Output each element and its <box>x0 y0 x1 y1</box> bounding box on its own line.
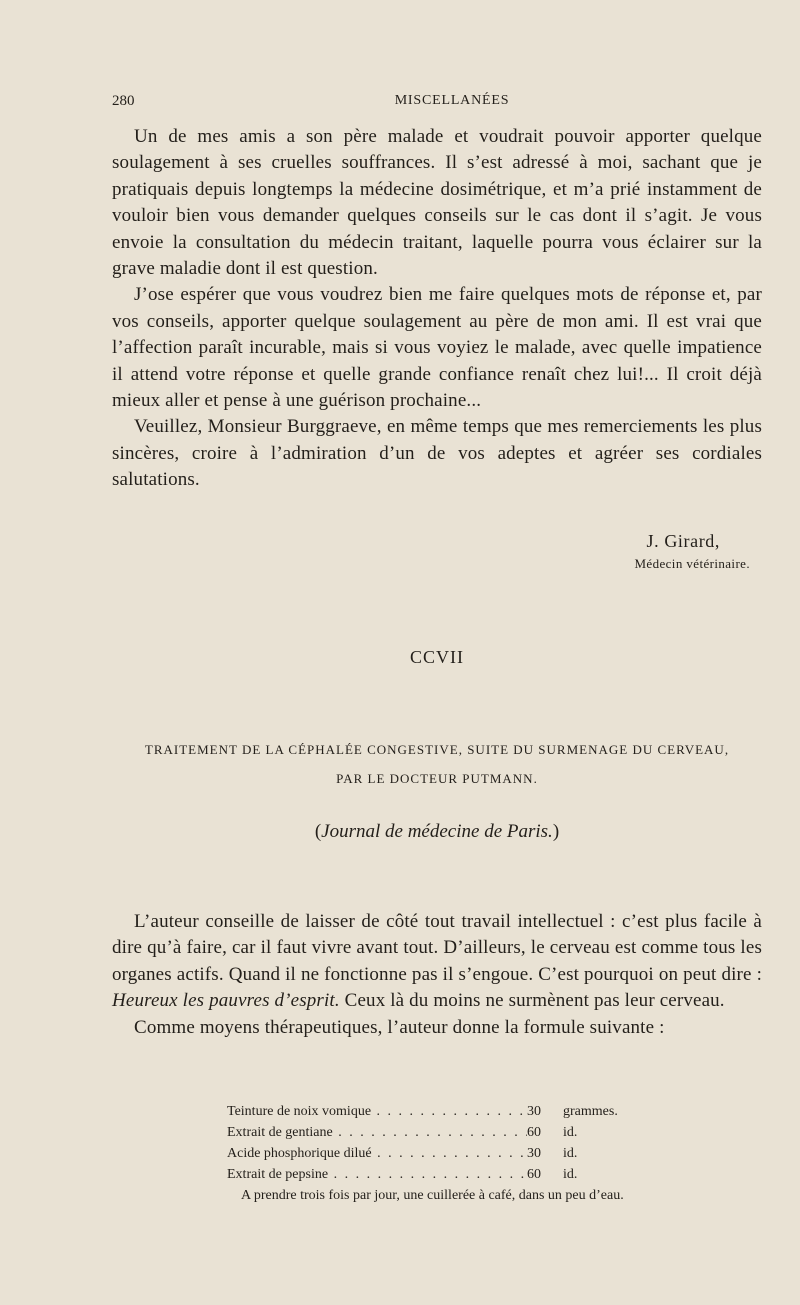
recipe-row <box>227 1122 707 1143</box>
ingredient-name: Extrait de gentiane . . . <box>227 1122 527 1143</box>
source-paren-open: ( <box>314 821 322 842</box>
signature-name: J. Girard, <box>646 531 720 551</box>
letter-paragraph: Un de mes amis a son père malade et voudrait pouvoir apporter quelque soulagement à ses cruelles souffrances. Il s’est adressé à moi, sachant que je pratiquais depuis longtemps la médecine dosimétrique, et m’a prié instamment de vouloir bien vous demander quelques conseils sur le cas dont il s’agit. Je vous envoie la consultation du médecin traitant, laquelle pourra vous éclairer sur la grave maladie dont il est question. <box>112 126 762 280</box>
article-quote: Heureux les pauvres d’esprit. <box>112 990 340 1012</box>
source-paren-close: ) <box>552 821 560 842</box>
article-text: L’auteur conseille de laisser de côté tout travail intellectuel : c’est plus facile à dire qu’à faire, car il faut vivre avant tout. D’ailleurs, le cerveau est comme tous les organes actifs. Quand il ne fonctionne pas il s’engoue. C’est pourquoi on peut dire : <box>112 911 762 985</box>
ingredient-quantity: 60 <box>527 1125 541 1140</box>
article-title-line: PAR LE DOCTEUR PUTMANN. <box>336 771 538 786</box>
article-paragraph: Comme moyens thérapeutiques, l’auteur donne la formule suivante : <box>134 1016 665 1038</box>
ingredient-unit: id. <box>563 1125 578 1140</box>
recipe-instructions: A prendre trois fois par jour, une cuillerée à café, dans un peu d’eau. <box>241 1188 624 1203</box>
chapter-number: CCVII <box>410 647 464 667</box>
article-title-line: TRAITEMENT DE LA CÉPHALÉE CONGESTIVE, SUITE DU SURMENAGE DU CERVEAU, <box>144 742 730 757</box>
article-title <box>112 735 762 793</box>
letter-body <box>112 124 762 494</box>
letter-paragraph: J’ose espérer que vous voudrez bien me faire quelques mots de réponse et, par vos conseils, apporter quelque soulagement au père de mon ami. Il est vrai que l’affection paraît incurable, mais si vous voyiez le malade, avec quelle impatience il attend votre réponse et quelle grande confiance renaît chez lui!... Il croit déjà mieux aller et pense à une guérison prochaine... <box>112 284 762 412</box>
article-text: Ceux là du moins ne surmènent pas leur cerveau. <box>339 990 725 1012</box>
ingredient-quantity: 30 <box>527 1146 541 1161</box>
recipe-row <box>227 1143 707 1164</box>
ingredient-unit: id. <box>563 1167 578 1182</box>
article-body <box>112 909 762 1041</box>
ingredient-name: Extrait de pepsine . . . <box>227 1164 527 1185</box>
recipe-row <box>227 1101 707 1122</box>
ingredient-quantity: 30 <box>527 1104 541 1119</box>
running-head <box>112 93 762 117</box>
ingredient-name: Acide phosphorique dilué . . . <box>227 1143 527 1164</box>
letter-paragraph: Veuillez, Monsieur Burggraeve, en même temps que mes remerciements les plus sincères, croire à l’admiration d’un de vos adeptes et agréer ses cordiales salutations. <box>112 416 762 491</box>
signature-role: Médecin vétérinaire. <box>634 556 750 571</box>
ingredient-unit: id. <box>563 1146 578 1161</box>
ingredient-quantity: 60 <box>527 1167 541 1182</box>
recipe-formula <box>227 1101 707 1206</box>
page-number: 280 <box>112 93 135 109</box>
article-paragraph <box>112 909 762 1015</box>
running-title: MISCELLANÉES <box>394 93 510 108</box>
recipe-row <box>227 1164 707 1185</box>
ingredient-name: Teinture de noix vomique . . . <box>227 1101 527 1122</box>
ingredient-unit: grammes. <box>563 1104 618 1119</box>
source-title: Journal de médecine de Paris. <box>321 821 553 842</box>
source-citation <box>112 821 762 843</box>
